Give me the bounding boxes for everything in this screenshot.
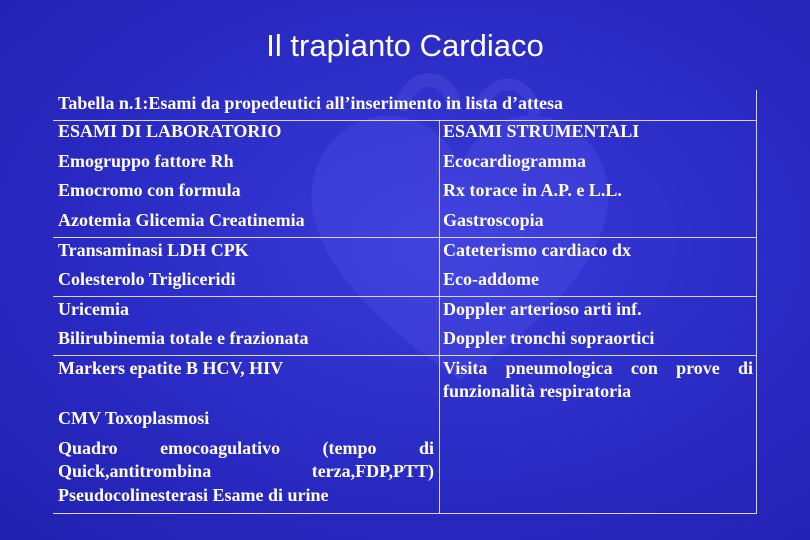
lab-item: Pseudocolinesterasi Esame di urine xyxy=(58,485,329,505)
row-divider xyxy=(53,237,756,238)
slide-title: Il trapianto Cardiaco xyxy=(266,28,544,63)
lab-item: Emocromo con formula xyxy=(58,180,241,200)
lab-item: Markers epatite B HCV, HIV xyxy=(58,358,284,378)
lab-item: Uricemia xyxy=(58,299,129,319)
exams-table xyxy=(53,90,757,514)
lab-item: Bilirubinemia totale e frazionata xyxy=(58,328,309,348)
lab-item: Transaminasi LDH CPK xyxy=(58,240,249,260)
row-divider xyxy=(53,355,756,356)
instrumental-item: Visita pneumologica con prove di xyxy=(443,358,753,378)
instrumental-item: Gastroscopia xyxy=(443,210,544,230)
instrumental-item: Doppler arterioso arti inf. xyxy=(443,299,642,319)
column-divider xyxy=(439,120,440,513)
header-strumentali: ESAMI STRUMENTALI xyxy=(443,121,640,141)
instrumental-item: funzionalità respiratoria xyxy=(443,381,632,401)
instrumental-item: Ecocardiogramma xyxy=(443,151,586,171)
lab-item: Emogruppo fattore Rh xyxy=(58,151,234,171)
header-laboratorio: ESAMI DI LABORATORIO xyxy=(58,121,282,141)
instrumental-item: Rx torace in A.P. e L.L. xyxy=(443,180,622,200)
instrumental-item: Doppler tronchi sopraortici xyxy=(443,328,655,348)
row-divider xyxy=(53,296,756,297)
lab-item: Colesterolo Trigliceridi xyxy=(58,269,236,289)
lab-item: CMV Toxoplasmosi xyxy=(58,408,210,428)
instrumental-item: Eco-addome xyxy=(443,269,539,289)
instrumental-item: Cateterismo cardiaco dx xyxy=(443,240,631,260)
table-caption: Tabella n.1:Esami da propedeutici all’inserimento in lista d’attesa xyxy=(58,93,564,113)
lab-item: Quadro emocoagulativo (tempo di xyxy=(58,438,434,458)
lab-item: Azotemia Glicemia Creatinemia xyxy=(58,210,305,230)
lab-item: Quick,antitrombina terza,FDP,PTT) xyxy=(58,461,434,481)
